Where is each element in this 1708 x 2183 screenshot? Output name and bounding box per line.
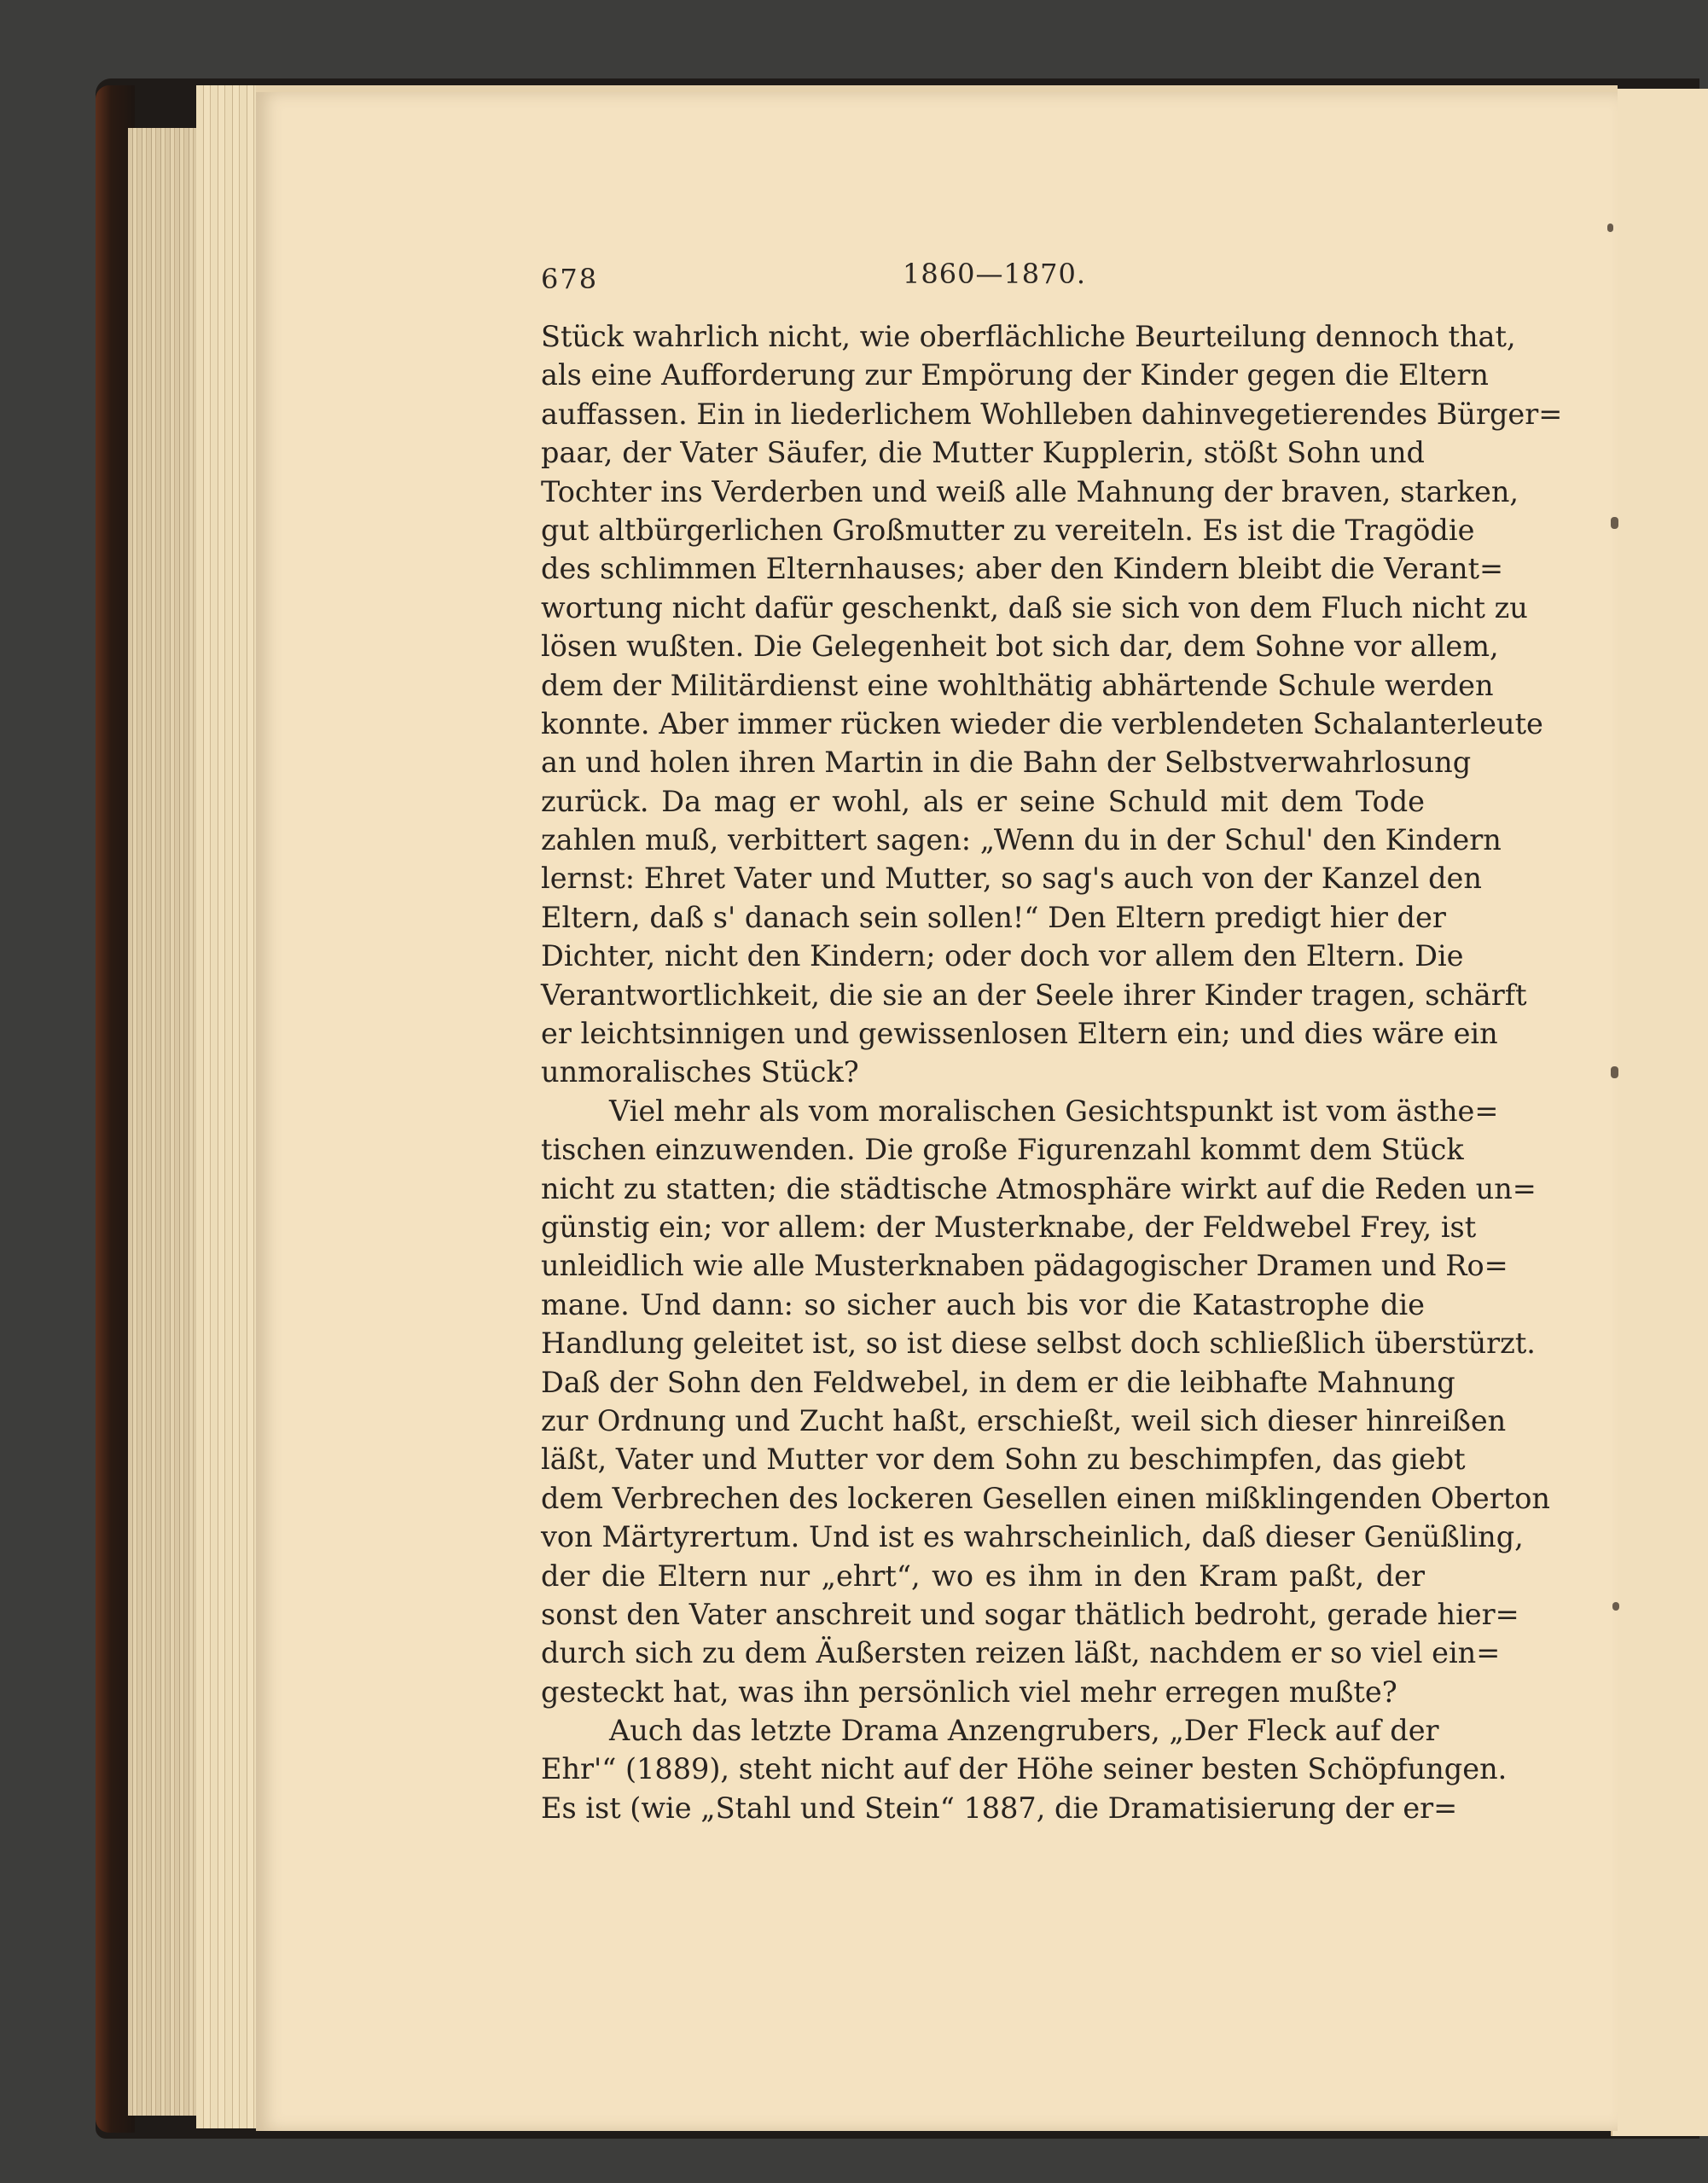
- text-line: durch sich zu dem Äußersten reizen läßt, nachdem er so viel ein=: [541, 1636, 1501, 1670]
- text-line: paar, der Vater Säufer, die Mutter Kupplerin, stößt Sohn und: [541, 436, 1425, 470]
- body-text: [541, 317, 1563, 1827]
- text-line-paragraph-start: Auch das letzte Drama Anzengrubers, „Der Fleck auf der: [609, 1714, 1439, 1748]
- text-line: an und holen ihren Martin in die Bahn der Selbstverwahrlosung: [541, 746, 1472, 780]
- running-head: 1860—1870.: [903, 258, 1087, 290]
- text-line: Handlung geleitet ist, so ist diese selbst doch schließlich überstürzt.: [541, 1327, 1536, 1361]
- text-line: nicht zu statten; die städtische Atmosphäre wirkt auf die Reden un=: [541, 1171, 1537, 1205]
- text-line: zurück. Da mag er wohl, als er seine Schuld mit dem Tode: [541, 784, 1425, 818]
- text-line: gesteckt hat, was ihn persönlich viel mehr erregen mußte?: [541, 1675, 1397, 1709]
- text-line: Verantwortlichkeit, die sie an der Seele ihrer Kinder tragen, schärft: [541, 978, 1527, 1012]
- text-line: dem Verbrechen des lockeren Gesellen einen mißklingenden Oberton: [541, 1481, 1550, 1515]
- text-line: Ehr'“ (1889), steht nicht auf der Höhe seiner besten Schöpfungen.: [541, 1752, 1508, 1786]
- binding-mark: [1611, 517, 1618, 529]
- text-line: zahlen muß, verbittert sagen: „Wenn du in der Schul' den Kindern: [541, 823, 1502, 857]
- text-line: günstig ein; vor allem: der Musterknabe, der Feldwebel Frey, ist: [541, 1210, 1477, 1244]
- binding-mark: [1611, 1066, 1618, 1078]
- text-line: unmoralisches Stück?: [541, 1055, 859, 1089]
- text-line: sonst den Vater anschreit und sogar thätlich bedroht, gerade hier=: [541, 1597, 1519, 1631]
- text-line: Daß der Sohn den Feldwebel, in dem er die leibhafte Mahnung: [541, 1365, 1455, 1399]
- page-number: 678: [541, 263, 599, 295]
- facing-page-edge: [1611, 89, 1708, 2136]
- text-line: Tochter ins Verderben und weiß alle Mahnung der braven, starken,: [541, 474, 1519, 508]
- text-line: Es ist (wie „Stahl und Stein“ 1887, die Dramatisierung der er=: [541, 1791, 1458, 1825]
- text-line: dem der Militärdienst eine wohlthätig abhärtende Schule werden: [541, 668, 1494, 702]
- text-line-paragraph-start: Viel mehr als vom moralischen Gesichtspunkt ist vom ästhe=: [609, 1094, 1499, 1128]
- text-line: wortung nicht dafür geschenkt, daß sie sich von dem Fluch nicht zu: [541, 590, 1528, 624]
- text-line: unleidlich wie alle Musterknaben pädagogischer Dramen und Ro=: [541, 1249, 1508, 1283]
- text-line: lernst: Ehret Vater und Mutter, so sag's auch von der Kanzel den: [541, 862, 1482, 896]
- text-line: auffassen. Ein in liederlichem Wohlleben dahinvegetierendes Bürger=: [541, 397, 1563, 431]
- text-line: Eltern, daß s' danach sein sollen!“ Den Eltern predigt hier der: [541, 900, 1446, 934]
- text-line: zur Ordnung und Zucht haßt, erschießt, weil sich dieser hinreißen: [541, 1403, 1507, 1437]
- text-line: konnte. Aber immer rücken wieder die verblendeten Schalanterleute: [541, 706, 1543, 740]
- text-line: lösen wußten. Die Gelegenheit bot sich dar, dem Sohne vor allem,: [541, 630, 1499, 664]
- text-line: er leichtsinnigen und gewissenlosen Eltern ein; und dies wäre ein: [541, 1017, 1498, 1051]
- text-line: als eine Aufforderung zur Empörung der Kinder gegen die Eltern: [541, 358, 1489, 392]
- text-line: von Märtyrertum. Und ist es wahrscheinlich, daß dieser Genüßling,: [541, 1520, 1524, 1554]
- page-top-edge: [256, 85, 1618, 92]
- binding-mark: [1612, 1602, 1619, 1611]
- text-line: des schlimmen Elternhauses; aber den Kindern bleibt die Verant=: [541, 552, 1504, 586]
- binding-mark: [1607, 224, 1613, 232]
- text-line: Dichter, nicht den Kindern; oder doch vor allem den Eltern. Die: [541, 939, 1464, 973]
- text-line: gut altbürgerlichen Großmutter zu vereiteln. Es ist die Tragödie: [541, 513, 1475, 547]
- text-line: mane. Und dann: so sicher auch bis vor die Katastrophe die: [541, 1287, 1425, 1321]
- text-line: läßt, Vater und Mutter vor dem Sohn zu beschimpfen, das giebt: [541, 1443, 1466, 1477]
- text-line: tischen einzuwenden. Die große Figurenzahl kommt dem Stück: [541, 1133, 1464, 1167]
- text-line: der die Eltern nur „ehrt“, wo es ihm in den Kram paßt, der: [541, 1559, 1425, 1593]
- page-header: [541, 258, 1437, 300]
- text-line: Stück wahrlich nicht, wie oberflächliche Beurteilung dennoch that,: [541, 320, 1516, 353]
